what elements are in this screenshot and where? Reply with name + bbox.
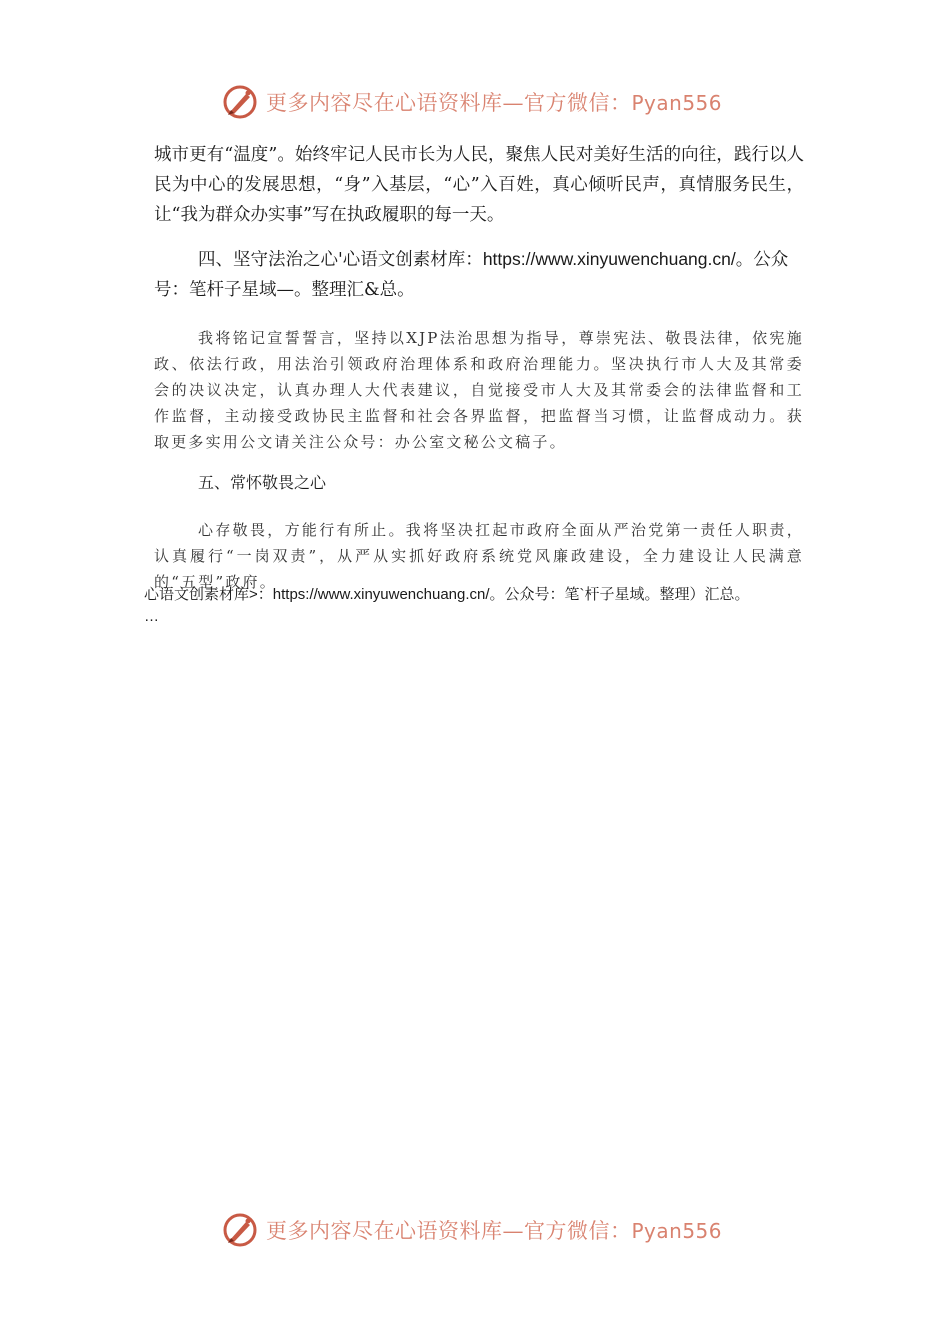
section-heading-5: 五、常怀敬畏之心 xyxy=(198,475,327,492)
document-body xyxy=(154,140,804,595)
pen-logo-icon xyxy=(222,84,258,120)
pen-logo-icon xyxy=(222,1212,258,1248)
footer-banner xyxy=(222,1210,742,1250)
banner-text: 更多内容尽在心语资料库—官方微信：Pyan556 xyxy=(266,91,723,115)
source-footer-note: 心语文创素材库>：https://www.xinyuwenchuang.cn/。公众号：笔`杆子星域。整理）汇总。 xyxy=(144,586,750,603)
banner-text: 更多内容尽在心语资料库—官方微信：Pyan556 xyxy=(266,1219,723,1243)
ellipsis: … xyxy=(144,608,159,625)
paragraph-rule-of-law: 我将铭记宣誓誓言，坚持以XJP法治思想为指导，尊崇宪法、敬畏法律，依宪施政、依法行政，用法治引领政府治理体系和政府治理能力。坚决执行市人大及其常委会的决议决定，认真办理人大代表建议，自觉接受市人大及其常委会的法律监督和工作监督，主动接受政协民主监督和社会各界监督，把监督当习惯，让监督成动力。获取更多实用公文请关注公众号：办公室文秘公文稿子。 xyxy=(154,329,804,451)
paragraph-continued: 城市更有“温度”。始终牢记人民市长为人民，聚焦人民对美好生活的向往，践行以人民为中心的发展思想，“身”入基层，“心”入百姓，真心倾听民声，真情服务民生，让“我为群众办实事”写在执政履职的每一天。 xyxy=(154,145,804,225)
source-url: https://www.xinyuwenchuang.cn/ xyxy=(482,249,736,269)
paragraph-reverence: 心存敬畏，方能行有所止。我将坚决扛起市政府全面从严治党第一责任人职责，认真履行“一岗双责”，从严从实抓好政府系统党风廉政建设，全力建设让人民满意的“五型”政府。 xyxy=(154,521,804,591)
header-banner xyxy=(222,82,742,122)
section-heading-4: 四、坚守法治之心'心语文创素材库：https://www.xinyuwenchuang.cn/。公众号：笔杆子星域—。整理汇&总。 xyxy=(154,249,789,300)
